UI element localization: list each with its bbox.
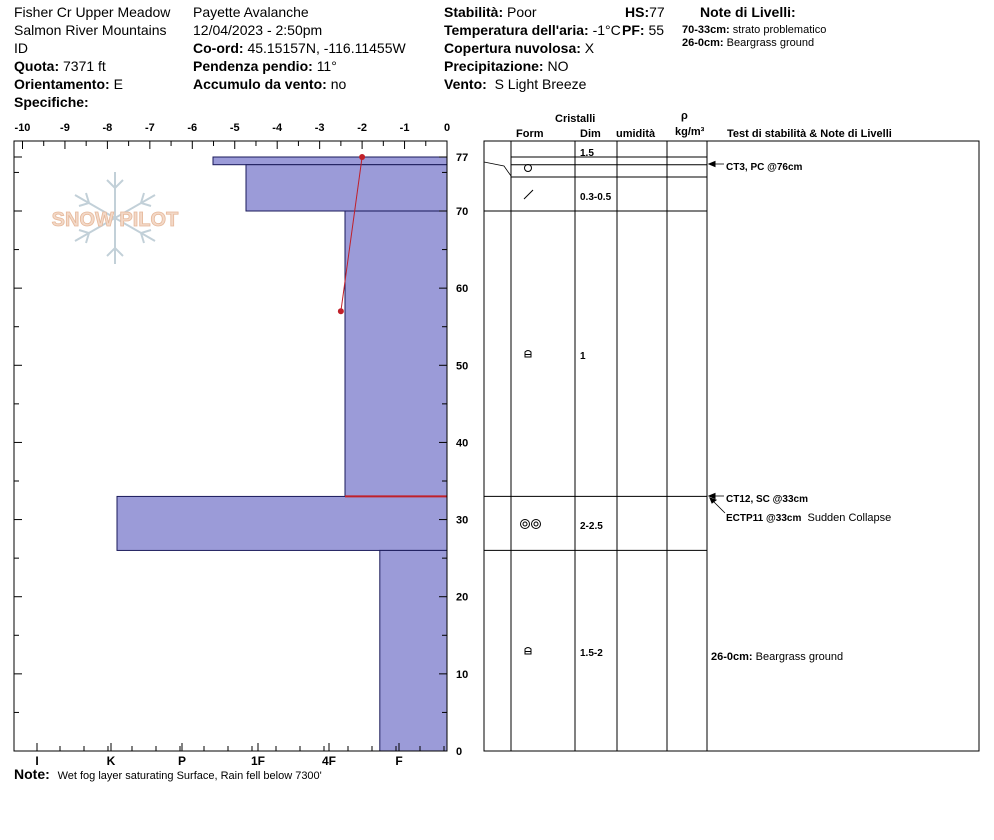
header-notes: Test di stabilità & Note di Livelli — [727, 128, 892, 140]
location-line-1: Fisher Cr Upper Meadow — [14, 4, 171, 20]
note-livelli-title: Note di Livelli: — [700, 4, 796, 20]
dim-value: 0.3-0.5 — [580, 192, 612, 203]
vento-value: S Light Breeze — [494, 76, 587, 92]
depth-tick-label: 70 — [456, 206, 469, 218]
test-ectp11-row — [726, 510, 891, 527]
dim-value: 1.5 — [580, 148, 594, 159]
pendenza-value: 11° — [316, 58, 337, 74]
temperature-tick-label: -10 — [14, 122, 31, 134]
pendenza-label: Pendenza pendio: — [193, 58, 313, 74]
hardness-tick-label: P — [177, 754, 187, 768]
note-livelli-1-range: 70-33cm: — [682, 24, 730, 36]
test-arrow-ct12 — [709, 494, 724, 499]
temperature-tick-label: -7 — [144, 122, 155, 134]
hardness-layer — [246, 165, 447, 211]
temperature-tick-label: -2 — [357, 122, 367, 134]
datetime: 12/04/2023 - 2:50pm — [193, 22, 323, 38]
dim-value: 2-2.5 — [580, 521, 603, 532]
footer-note-text: Wet fog layer saturating Surface, Rain fell below 7300' — [57, 770, 322, 782]
pf-value: 55 — [648, 22, 665, 38]
table-layer-lines — [484, 157, 707, 550]
pf-label: PF: — [622, 22, 645, 38]
accumulo-value: no — [330, 76, 347, 92]
hs-value: 77 — [649, 4, 665, 20]
coord-label: Co-ord: — [193, 40, 244, 56]
hardness-layer — [380, 550, 447, 751]
footer-note-label: Note: — [14, 766, 50, 782]
orientamento-label: Orientamento: — [14, 76, 110, 92]
layer-note-text: Beargrass ground — [755, 651, 844, 663]
coord-value: 45.15157N, -116.11455W — [247, 40, 406, 56]
test-ectp11-text: Sudden Collapse — [807, 512, 892, 524]
depth-tick-label: 77 — [456, 152, 469, 164]
hardness-tick-label: I — [35, 754, 39, 768]
hardness-tick-label: K — [106, 754, 116, 768]
header-dim: Dim — [580, 128, 601, 140]
header-form: Form — [516, 128, 544, 140]
footer-note — [14, 766, 322, 785]
depth-tick-label: 30 — [456, 514, 469, 527]
depth-tick-label: 20 — [456, 591, 469, 604]
hardness-layer — [117, 496, 447, 550]
temperature-tick-label: 0 — [443, 122, 451, 134]
copertura-label: Copertura nuvolosa: — [444, 40, 581, 56]
melt-form-cluster-icon — [521, 520, 541, 529]
hardness-layer — [213, 157, 447, 165]
location-line-2: Salmon River Mountains — [14, 22, 167, 38]
stabilita-label: Stabilità: — [444, 4, 504, 20]
depth-tick-label: 60 — [456, 283, 469, 296]
temperature-axis — [15, 122, 451, 149]
specifiche-label: Specifiche: — [14, 94, 89, 110]
test-arrow-ectp11 — [710, 498, 725, 513]
precipitazione-value: NO — [547, 58, 569, 74]
test-ct12-label: CT12, SC @33cm — [726, 494, 809, 505]
note-livelli-2-range: 26-0cm: — [682, 37, 724, 49]
test-ectp11-label: ECTP11 @33cm — [726, 513, 802, 524]
faceted-crystal-icon — [525, 648, 531, 655]
depth-tick-label: 10 — [456, 668, 469, 681]
hardness-layer — [345, 211, 447, 496]
hardness-tick-label: F — [395, 754, 403, 768]
stabilita-value: Poor — [507, 4, 537, 20]
rounded-grain-icon — [525, 165, 532, 172]
temperature-tick-label: -6 — [187, 122, 198, 134]
temperature-tick-label: -4 — [272, 122, 283, 134]
temperature-tick-label: -3 — [314, 122, 325, 134]
accumulo-label: Accumulo da vento: — [193, 76, 327, 92]
depth-tick-label: 40 — [456, 437, 469, 450]
depth-tick-label: 0 — [456, 746, 463, 758]
header-density-unit: kg/m³ — [675, 126, 705, 138]
precipitazione-label: Precipitazione: — [444, 58, 544, 74]
copertura-value: X — [584, 40, 595, 56]
surface-connector — [484, 162, 511, 176]
test-ct3-label: CT3, PC @76cm — [726, 162, 803, 173]
vento-label: Vento: — [444, 76, 487, 92]
layer-note-range: 26-0cm: — [711, 651, 753, 663]
temperatura-value: -1°C — [592, 22, 621, 38]
test-arrow-ct3 — [709, 162, 724, 167]
temperature-tick-label: -1 — [399, 122, 410, 134]
orientamento-value: E — [113, 76, 123, 92]
temperatura-label: Temperatura dell'aria: — [444, 22, 589, 38]
temperature-point — [338, 308, 344, 314]
note-livelli-1-text: strato problematico — [732, 24, 827, 36]
temperature-tick-label: -8 — [102, 122, 113, 134]
organization: Payette Avalanche — [193, 4, 309, 20]
quota-value: 7371 ft — [63, 58, 106, 74]
depth-tick-label: 50 — [456, 360, 469, 373]
location-line-3: ID — [14, 40, 28, 56]
faceted-crystal-icon — [525, 351, 531, 358]
header-cristalli: Cristalli — [555, 113, 596, 125]
header-umidita: umidità — [616, 128, 656, 140]
hardness-layers — [117, 157, 447, 751]
hs-label: HS: — [625, 4, 650, 20]
dim-value: 1.5-2 — [580, 648, 603, 659]
temperature-tick-label: -5 — [229, 122, 240, 134]
snowpilot-logo-text: SNOW PILOT — [51, 209, 179, 231]
hardness-tick-label: 1F — [250, 754, 266, 768]
temperature-tick-label: -9 — [60, 122, 70, 134]
quota-label: Quota: — [14, 58, 60, 74]
hardness-tick-label: 4F — [321, 754, 337, 768]
precipitation-particle-icon — [524, 190, 533, 199]
header-rho: ρ — [681, 110, 688, 122]
dim-value: 1 — [580, 351, 586, 362]
layer-note-row — [711, 649, 843, 666]
note-livelli-2-text: Beargrass ground — [726, 37, 815, 49]
temperature-point — [359, 154, 365, 160]
